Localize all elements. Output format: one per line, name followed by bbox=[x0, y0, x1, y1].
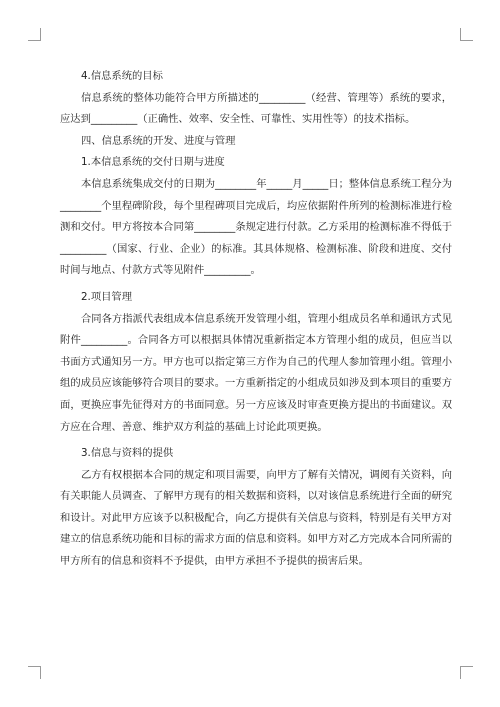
paragraph-info-system-goal: 信息系统的整体功能符合甲方所描述的_________（经营、管理等）系统的要求，应达到_________（正确性、效率、安全性、可靠性、实用性等）的技术指标。 bbox=[60, 91, 452, 126]
heading-delivery-date-progress: 1.本信息系统的交付日期与进度 bbox=[81, 156, 225, 169]
crop-mark-top-left bbox=[28, 28, 41, 41]
paragraph-info-materials: 乙方有权根据本合同的规定和项目需要，向甲方了解有关情况，调阅有关资料，向有关职能人员调查、了解甲方现有的相关数据和资料，以对该信息系统进行全面的研究和设计。对此甲方应该予以积极配合，向乙方提供有关信息与资料，特别是有关甲方对建立的信息系统功能和目标的需求方面的信息和资料。如甲方对乙方完成本合同所需的甲方所有的信息和资料不予提供，由甲方承担不予提供的损害后果。 bbox=[60, 468, 452, 568]
document-page bbox=[60, 66, 452, 573]
crop-mark-bottom-right bbox=[460, 666, 473, 679]
heading-info-system-goal: 4.信息系统的目标 bbox=[81, 70, 163, 82]
heading-info-materials: 3.信息与资料的提供 bbox=[81, 447, 174, 460]
paragraph-delivery-date-progress: 本信息系统集成交付的日期为________年_____月_____日；整体信息系统工程分为________个里程碑阶段，每个里程碑项目完成后，均应依据附件所列的检测标准进行检测和交付。甲方将按本合同第________条规定进行付款。乙方采用的检测标准不得低于_________（国家、行业、企业）的标准。其具体规格、检测标准、阶段和进度、交付时间与地点、付款方式等见附件_________。 bbox=[60, 177, 452, 277]
heading-project-management: 2.项目管理 bbox=[81, 290, 133, 303]
heading-development-progress-management: 四、信息系统的开发、进度与管理 bbox=[81, 134, 236, 147]
crop-mark-bottom-left bbox=[28, 666, 41, 679]
paragraph-project-management: 合同各方指派代表组成本信息系统开发管理小组，管理小组成员名单和通讯方式见附件_________。合同各方可以根据具体情况重新指定本方管理小组的成员，但应当以书面方式通知另一方。甲方也可以指定第三方作为自己的代理人参加管理小组。管理小组的成员应该能够符合项目的要求。一方重新指定的小组成员如涉及到本项目的重要方面，更换应事先征得对方的书面同意。另一方应该及时审查更换方提出的书面建议。双方应在合理、善意、维护双方利益的基础上讨论此项更换。 bbox=[60, 312, 452, 433]
crop-mark-top-right bbox=[460, 28, 473, 41]
